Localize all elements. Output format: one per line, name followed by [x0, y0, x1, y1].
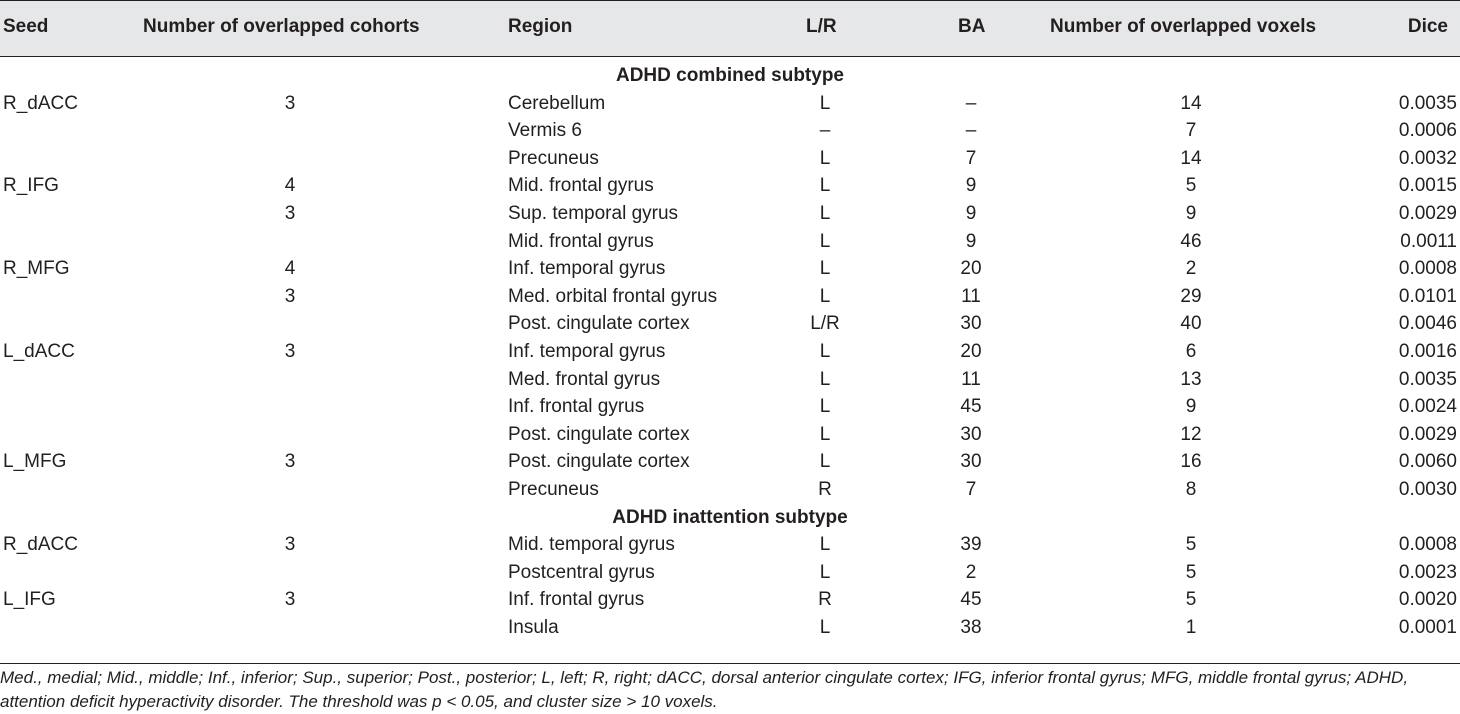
header-cohorts: Number of overlapped cohorts [143, 16, 420, 37]
table-row [0, 200, 1460, 227]
lr-cell-text: L [819, 175, 831, 197]
dice-cell: 0.0035 [1398, 368, 1457, 390]
cohorts-cell-text: 4 [284, 175, 296, 197]
table-row [0, 366, 1460, 393]
voxels-cell-text: 29 [1180, 285, 1202, 307]
voxels-cell-text: 5 [1185, 175, 1197, 197]
ba-cell-text: – [965, 92, 977, 114]
dice-cell: 0.0029 [1398, 423, 1457, 445]
lr-cell-text: L [819, 203, 831, 224]
cohorts-cell-text: 3 [284, 534, 296, 556]
table-row [0, 228, 1460, 255]
ba-cell-text: 7 [965, 147, 977, 169]
region-cell: Med. frontal gyrus [508, 368, 661, 390]
table-row [0, 283, 1460, 310]
table-row [0, 172, 1460, 199]
lr-cell-text: – [819, 120, 831, 142]
lr-cell-text: L [819, 561, 831, 583]
table-row [0, 476, 1460, 503]
dice-cell: 0.0029 [1398, 203, 1457, 224]
region-cell: Cerebellum [508, 92, 606, 114]
lr-cell-text: L [819, 396, 831, 418]
voxels-cell-text: 14 [1180, 92, 1202, 114]
lr-cell-text: L [819, 147, 831, 169]
ba-cell-text: 11 [961, 368, 981, 390]
voxels-cell-text: 9 [1185, 396, 1197, 418]
ba-cell-text: 9 [965, 230, 977, 252]
section-title: ADHD combined subtype [615, 65, 845, 86]
region-cell: Inf. temporal gyrus [508, 258, 666, 280]
dice-cell: 0.0015 [1398, 175, 1457, 197]
dice-cell: 0.0024 [1398, 396, 1457, 418]
dice-cell: 0.0023 [1398, 561, 1457, 583]
region-cell: Post. cingulate cortex [508, 313, 690, 335]
lr-cell-text: L [819, 451, 831, 473]
cohorts-cell-text: 4 [284, 258, 296, 280]
seed-cell: L_MFG [3, 451, 67, 473]
voxels-cell-text: 9 [1185, 203, 1197, 224]
seed-cell: L_dACC [3, 341, 75, 362]
ba-cell-text: 20 [960, 341, 982, 362]
lr-cell-text: L [819, 341, 831, 362]
table-row [0, 117, 1460, 144]
region-cell: Post. cingulate cortex [508, 451, 690, 473]
ba-cell-text: 39 [960, 534, 982, 556]
section-title: ADHD inattention subtype [612, 506, 848, 528]
ba-cell-text: 30 [960, 423, 982, 445]
table-row [0, 448, 1460, 475]
cohorts-cell-text: 3 [284, 451, 296, 473]
region-cell: Inf. temporal gyrus [508, 341, 666, 362]
table-row [0, 586, 1460, 613]
region-cell: Post. cingulate cortex [508, 423, 690, 445]
voxels-cell-text: 46 [1180, 230, 1202, 252]
voxels-cell-text: 12 [1180, 423, 1202, 445]
dice-cell: 0.0008 [1398, 534, 1457, 556]
voxels-cell-text: 40 [1180, 313, 1202, 335]
lr-cell-text: R [818, 479, 832, 500]
table-row [0, 338, 1460, 365]
voxels-cell-text: 13 [1180, 368, 1202, 390]
ba-cell-text: 30 [960, 313, 982, 335]
seed-cell: L_IFG [3, 589, 56, 611]
dice-cell: 0.0032 [1398, 147, 1457, 169]
lr-cell-text: L [819, 534, 831, 556]
seed-cell: R_dACC [3, 534, 78, 556]
header-lr: L/R [806, 16, 837, 37]
cohorts-cell-text: 3 [284, 285, 296, 307]
header-region: Region [508, 16, 573, 37]
dice-cell: 0.0011 [1400, 230, 1457, 252]
table-row [0, 421, 1460, 448]
ba-cell-text: 9 [965, 175, 977, 197]
lr-cell-text: L [819, 285, 831, 307]
lr-cell-text: R [818, 589, 832, 611]
lr-cell-text: L/R [810, 313, 840, 335]
table-row [0, 614, 1460, 641]
header-dice: Dice [1407, 16, 1448, 37]
lr-cell-text: L [819, 92, 831, 114]
header-voxels: Number of overlapped voxels [1050, 16, 1317, 37]
cohorts-cell-text: 3 [284, 92, 296, 114]
region-cell: Mid. temporal gyrus [508, 534, 675, 556]
voxels-cell-text: 6 [1185, 341, 1197, 362]
ba-cell-text: 7 [965, 479, 977, 500]
dice-cell: 0.0101 [1398, 285, 1457, 307]
table-row [0, 90, 1460, 117]
voxels-cell-text: 5 [1185, 589, 1197, 611]
region-cell: Precuneus [508, 479, 599, 500]
region-cell: Mid. frontal gyrus [508, 230, 654, 252]
table-row [0, 145, 1460, 172]
table-row [0, 559, 1460, 586]
region-cell: Sup. temporal gyrus [508, 203, 679, 224]
table-row [0, 393, 1460, 420]
table-row [0, 310, 1460, 337]
region-cell: Insula [508, 617, 559, 638]
voxels-cell-text: 5 [1185, 561, 1197, 583]
cohorts-cell-text: 3 [284, 341, 296, 362]
ba-cell-text: 2 [965, 561, 977, 583]
dice-cell: 0.0016 [1398, 341, 1457, 362]
seed-cell: R_dACC [3, 92, 78, 114]
region-cell: Inf. frontal gyrus [508, 396, 645, 418]
ba-cell-text: 30 [960, 451, 982, 473]
ba-cell-text: – [965, 120, 977, 142]
lr-cell-text: L [819, 368, 831, 390]
table-header [0, 0, 1460, 57]
region-cell: Postcentral gyrus [508, 561, 655, 583]
dice-cell: 0.0008 [1398, 258, 1457, 280]
table-row [0, 255, 1460, 282]
region-cell: Precuneus [508, 147, 599, 169]
header-seed: Seed [3, 16, 49, 37]
dice-cell: 0.0020 [1398, 589, 1457, 611]
region-cell: Mid. frontal gyrus [508, 175, 654, 197]
ba-cell-text: 45 [960, 589, 982, 611]
region-cell: Vermis 6 [508, 120, 582, 142]
lr-cell-text: L [819, 230, 831, 252]
voxels-cell-text: 14 [1180, 147, 1202, 169]
voxels-cell-text: 2 [1185, 258, 1197, 280]
dice-cell: 0.0060 [1398, 451, 1457, 473]
dice-cell: 0.0001 [1398, 617, 1457, 638]
lr-cell-text: L [819, 258, 831, 280]
ba-cell-text: 20 [960, 258, 982, 280]
ba-cell-text: 9 [965, 203, 977, 224]
dice-cell: 0.0046 [1398, 313, 1457, 335]
voxels-cell-text: 5 [1185, 534, 1197, 556]
region-cell: Med. orbital frontal gyrus [508, 285, 718, 307]
header-ba: BA [958, 16, 986, 37]
cohorts-cell-text: 3 [284, 203, 296, 224]
region-cell: Inf. frontal gyrus [508, 589, 645, 611]
voxels-cell-text: 7 [1185, 120, 1197, 142]
dice-cell: 0.0035 [1398, 92, 1457, 114]
lr-cell-text: L [819, 423, 831, 445]
seed-cell: R_MFG [3, 258, 70, 280]
bottom-rule [0, 663, 1460, 664]
table-row [0, 531, 1460, 558]
ba-cell-text: 45 [960, 396, 982, 418]
cohorts-cell-text: 3 [284, 589, 296, 611]
voxels-cell-text: 16 [1180, 451, 1202, 473]
voxels-cell-text: 8 [1185, 479, 1197, 500]
seed-cell: R_IFG [3, 175, 59, 197]
dice-cell: 0.0030 [1398, 479, 1457, 500]
table-footnote: Med., medial; Mid., middle; Inf., inferior; Sup., superior; Post., posterior; L, left; R, right; dACC, dorsal anterior cingulate cortex; IFG, inferior frontal gyrus; MFG, middle frontal gyrus; ADHD, attention deficit hyperactivity disorder. The threshold was p < 0.05, and cluster size > 10 voxels. [0, 668, 1409, 711]
ba-cell-text: 11 [961, 285, 981, 307]
dice-cell: 0.0006 [1398, 120, 1457, 142]
ba-cell-text: 38 [960, 617, 982, 638]
lr-cell-text: L [819, 617, 831, 638]
voxels-cell-text: 1 [1185, 617, 1197, 638]
